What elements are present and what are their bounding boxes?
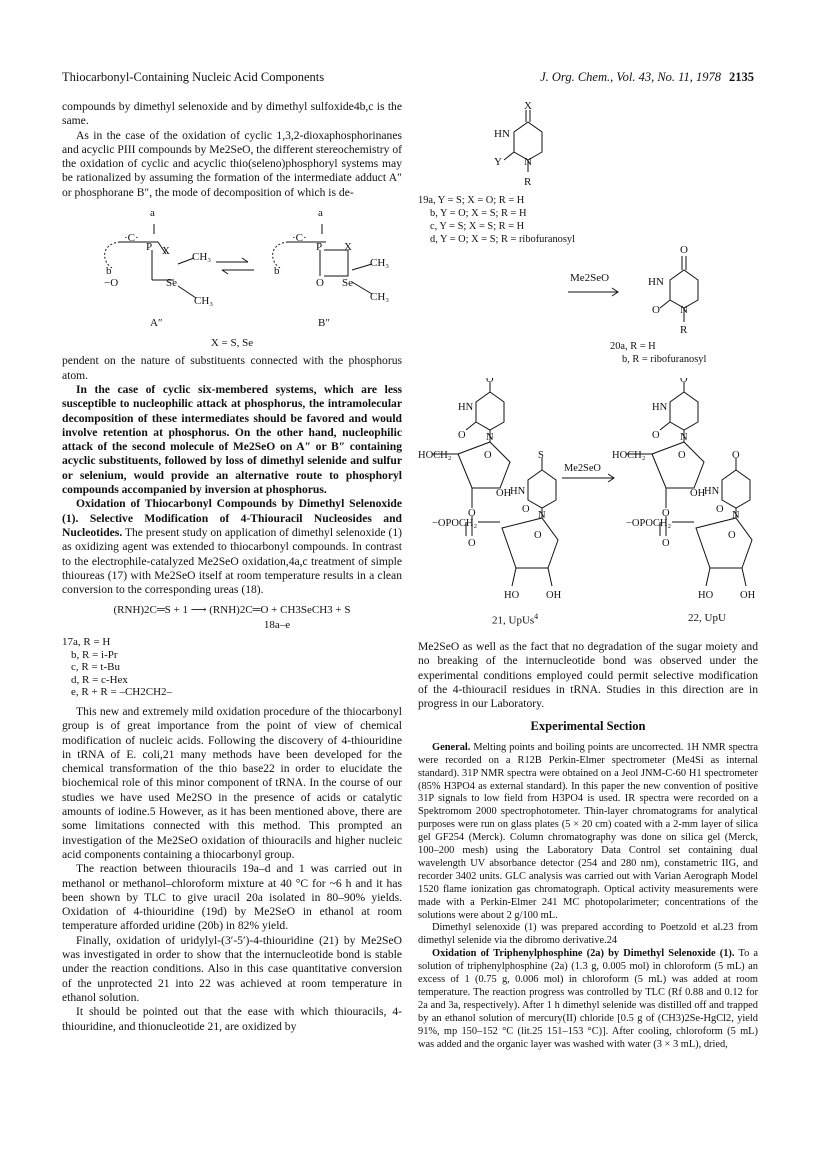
journal-citation bbox=[540, 70, 754, 85]
list-item: c, R = t-Bu bbox=[71, 661, 120, 674]
paragraph: The reaction between thiouracils 19a–d and 1 was carried out in methanol or methanol–chloroform mixture at 40 °C for ~6 h and it has been shown by TLC to give uracil 20a isolated in 80–90% yields. Oxidation of 4-thiouridine (19d) by Me2SeO in ethanol at room temperature afforded uridine (20b) in 82% yield. bbox=[62, 862, 402, 933]
svg-text:N: N bbox=[486, 432, 494, 443]
list-item: d, R = c-Hex bbox=[71, 673, 128, 686]
label-a-right: a bbox=[318, 207, 323, 220]
svg-text:HO: HO bbox=[504, 590, 520, 601]
paragraph: Me2SeO as well as the fact that no degradation of the sugar moiety and no breaking of the internucleotide bond was observed under the experimental conditions employed could permit selective modification of the 4-thiouracil residues in tRNA. Studies in this direction are in progress in our Laboratory. bbox=[418, 640, 758, 711]
paragraph: It should be pointed out that the ease with which thiouracils, 4-thiouridine, and thionucleotide 21, are oxidized by bbox=[62, 1005, 402, 1033]
svg-text:HN: HN bbox=[458, 402, 474, 413]
svg-text:OH: OH bbox=[690, 488, 706, 499]
scheme-intermediates bbox=[62, 204, 402, 336]
svg-text:CH₃: CH₃ bbox=[370, 291, 390, 304]
legend-item: b, Y = O; X = S; R = H bbox=[430, 208, 527, 219]
svg-text:P: P bbox=[146, 241, 153, 254]
paragraph: Dimethyl selenoxide (1) was prepared according to Poetzold et al.23 from dimethyl selenide via the dibromo derivative.24 bbox=[418, 922, 758, 947]
legend-19 bbox=[418, 194, 575, 246]
svg-text:−OPOCH₂: −OPOCH₂ bbox=[432, 518, 478, 529]
thiouracil-structure bbox=[418, 100, 758, 200]
dinucleotide-structures bbox=[418, 378, 758, 610]
svg-text:O: O bbox=[522, 504, 530, 515]
svg-text:Se: Se bbox=[342, 277, 353, 290]
svg-text:CH₃: CH₃ bbox=[194, 295, 214, 308]
uracil-structure bbox=[418, 244, 758, 344]
svg-text:b: b bbox=[106, 265, 112, 278]
compound-list-17 bbox=[62, 636, 402, 699]
paragraph-title: General. bbox=[432, 741, 471, 753]
svg-text:N: N bbox=[538, 510, 546, 521]
page-number: 2135 bbox=[729, 70, 754, 84]
svg-text:O: O bbox=[662, 508, 670, 519]
section-title: Experimental Section bbox=[530, 719, 646, 734]
paragraph-body: The present study on application of dimethyl selenoxide (1) as oxidizing agent was extended to thiocarbonyl compounds. In contrast to the electrophile-catalyzed Me2SeO oxidation,4a,c treatment of simple thioureas (17) with Me2SeO itself at room temperature results in a clean conversion to the corresponding ureas (18). bbox=[62, 525, 402, 597]
paragraph: This new and extremely mild oxidation procedure of the thiocarbonyl group is of great importance from the point of view of chemical modification of nucleic acids. Following the discovery of 4-thiouridine in tRNA of E. coli,21 many methods have been developed for the chemical transformation of the thio base22 in order to elucidate the biochemical role of this minor component of tRNA. In the course of our studies we have used Me2SO in the presence of acids or catalytic amounts of iodine.5 However, as it has been mentioned above, there are some limitations connected with this method. This prompted an investigation of the Me2SeO oxidation of thiouracils and higher nucleic acid components containing a thiocarbonyl group. bbox=[62, 704, 402, 861]
atom-O: O bbox=[680, 244, 688, 256]
scheme-21-22 bbox=[418, 378, 758, 638]
legend-item: 20a, R = H bbox=[610, 341, 656, 352]
atom-HN: HN bbox=[494, 128, 510, 140]
svg-text:HO: HO bbox=[698, 590, 714, 601]
running-head: Thiocarbonyl-Containing Nucleic Acid Components bbox=[62, 70, 325, 84]
paragraph: In the case of cyclic six-membered systems, which are less susceptible to nucleophilic attack at phosphorus, the intramolecular decomposition of these intermediates should be favored and would involve retention at phosphorus. On the other hand, nucleophilic attack of the second molecule of Me2SeO on A″ or B″ containing acyclic substituents, followed by loss of dimethyl selenide and sulfur or selenium, would provide an alternative route to phosphoryl compounds accompanied by inversion at phosphorus. bbox=[62, 382, 402, 497]
svg-text:N: N bbox=[680, 432, 688, 443]
svg-text:HN: HN bbox=[704, 486, 720, 497]
paragraph bbox=[418, 948, 758, 1051]
reagent-label: Me2SeO bbox=[570, 272, 610, 284]
svg-text:O: O bbox=[316, 277, 324, 290]
atom-N: N bbox=[524, 156, 532, 168]
left-column bbox=[62, 100, 402, 1034]
paragraph bbox=[418, 742, 758, 923]
svg-text:HN: HN bbox=[652, 402, 668, 413]
legend-item: c, Y = S; X = S; R = H bbox=[430, 221, 525, 232]
paragraph: pendent on the nature of substituents connected with the phosphorus atom. bbox=[62, 354, 402, 382]
label-B: B″ bbox=[318, 317, 330, 330]
scheme-19 bbox=[418, 100, 758, 245]
svg-text:O: O bbox=[486, 378, 494, 385]
compound-21-text: 21, UpUs bbox=[492, 614, 535, 627]
svg-text:O: O bbox=[468, 538, 476, 549]
atom-X: X bbox=[524, 100, 532, 112]
scheme-20 bbox=[418, 244, 758, 364]
reference: 4 bbox=[534, 612, 539, 621]
atom-Y: Y bbox=[494, 156, 502, 168]
paragraph bbox=[62, 497, 402, 597]
paragraph-body: Melting points and boiling points are uncorrected. 1H NMR spectra were recorded on a R12B Perkin-Elmer spectrometer (Me4Si as internal standard). 31P NMR spectra were obtained on a Jeol JNM-C-60 H1 spectrometer (85% H3PO4 as external standard). In this paper the new convention of positive 31P signals to low field from H3PO4 is used. IR spectra were recorded on a Spektromom 2000 spectrophotometer. Thin-layer chromatograms for analytical purposes were run on glass plates (5 × 20 cm) coated with a 2-mm layer of silica gel GF254 (Merck). Column chromatography was done on silica gel (Merck, 100–200 mesh) using the Laboratory Data Control set containing dual wavelength UV absorbance detector (254 and 280 nm), constametric IIG, and recorder 3402 units. GLC analysis was carried out with Varian Aerograph Model 1520 flame ionization gas chromatograph. Optical activity measurements were made with a Perkin-Elmer 241 MC photopolarimeter; concentrations of the solutions were about 2 g/100 mL. bbox=[418, 741, 758, 921]
legend-20 bbox=[610, 340, 706, 366]
svg-text:−OPOCH₂: −OPOCH₂ bbox=[626, 518, 672, 529]
svg-text:O: O bbox=[728, 530, 736, 541]
journal-ref: J. Org. Chem., Vol. 43, No. 11, 1978 bbox=[540, 70, 721, 84]
reagent-label: Me2SeO bbox=[564, 463, 601, 474]
atom-R: R bbox=[524, 176, 532, 188]
label-a-left: a bbox=[150, 207, 155, 220]
svg-text:OH: OH bbox=[740, 590, 756, 601]
svg-text:b: b bbox=[274, 265, 280, 278]
svg-text:O: O bbox=[484, 450, 492, 461]
svg-text:O: O bbox=[652, 430, 660, 441]
svg-text:X: X bbox=[162, 245, 170, 258]
legend-item: d, Y = O; X = S; R = ribofuranosyl bbox=[430, 234, 575, 245]
svg-text:O: O bbox=[732, 450, 740, 461]
atom-N: N bbox=[680, 304, 688, 316]
svg-text:OH: OH bbox=[546, 590, 562, 601]
compound-label-22: 22, UpU bbox=[688, 612, 726, 624]
svg-text:HOCH₂: HOCH₂ bbox=[612, 450, 646, 461]
equation: (RNH)2C═S + 1 ⟶ (RNH)2C═O + CH3SeCH3 + S bbox=[113, 604, 351, 617]
svg-text:HOCH₂: HOCH₂ bbox=[418, 450, 452, 461]
svg-text:O: O bbox=[662, 538, 670, 549]
svg-text:OH: OH bbox=[496, 488, 512, 499]
scheme-caption: X = S, Se bbox=[210, 337, 254, 350]
legend-item: 19a, Y = S; X = O; R = H bbox=[418, 195, 525, 206]
list-item: 17a, R = H bbox=[62, 636, 111, 649]
svg-text:CH₃: CH₃ bbox=[192, 251, 212, 264]
paragraph-body: To a solution of triphenylphosphine (2a) (1.3 g, 0.005 mol) in chloroform (5 mL) an excess of 1 (0.75 g, 0.006 mol) in chloroform (5 mL) was added at room temperature. The reaction progress was controlled by TLC (Rf 0.88 and 0.12 for 2a and 3a, respectively). After 1 h dimethyl selenide was distilled off and trapped by an ethanol solution of mercury(II) chloride [0.5 g of (CH3)2Se-HgCl2, yield 91%, mp 150–152 °C (lit.25 151–153 °C)]. After cooling, chloroform (5 mL) was added and the organic layer was washed with water (3 × 3 mL), dried, bbox=[418, 948, 759, 1050]
equation-label: 18a–e bbox=[263, 618, 291, 631]
list-item: e, R + R = –CH2CH2– bbox=[71, 686, 173, 699]
svg-text:·C·: ·C· bbox=[124, 232, 139, 245]
paragraph: Finally, oxidation of uridylyl-(3′-5′)-4-thiouridine (21) by Me2SeO was investigated in order to show that the internucleotide bond is stable under the reaction conditions. Also in this case quantitative conversion of the unprotected 21 into 22 was achieved at room temperature in ethanol solution. bbox=[62, 933, 402, 1004]
experimental-section bbox=[418, 742, 758, 1052]
atom-HN: HN bbox=[648, 276, 664, 288]
svg-text:P: P bbox=[316, 241, 323, 254]
paragraph: compounds by dimethyl selenoxide and by dimethyl sulfoxide4b,c is the same. bbox=[62, 100, 402, 128]
svg-text:HN: HN bbox=[510, 486, 526, 497]
svg-text:−O: −O bbox=[104, 277, 119, 290]
svg-text:O: O bbox=[468, 508, 476, 519]
compound-label-21 bbox=[492, 612, 538, 627]
svg-text:CH₃: CH₃ bbox=[370, 257, 390, 270]
svg-text:X: X bbox=[344, 241, 352, 254]
atom-O: O bbox=[652, 304, 660, 316]
paragraph: As in the case of the oxidation of cyclic 1,3,2-dioxaphosphorinanes and acyclic PIII compounds by Me2SeO, the different stereochemistry of the oxidation of cyclic and acyclic thio(seleno)phosphoryl systems may be rationalized by assuming the formation of the intermediate adduct A″ or phosphorane B″, the mode of decomposition of which is de- bbox=[62, 128, 402, 199]
svg-text:O: O bbox=[680, 378, 688, 385]
svg-text:·C·: ·C· bbox=[292, 232, 307, 245]
label-A: A″ bbox=[150, 317, 163, 330]
svg-text:O: O bbox=[534, 530, 542, 541]
svg-text:N: N bbox=[732, 510, 740, 521]
paragraph-title: Oxidation of Thiocarbonyl Compounds by Dimethyl Selenoxide (1). Selective Modification of 4-Thiouracil Nucleosides and Nucleotides. bbox=[62, 497, 402, 539]
svg-text:O: O bbox=[458, 430, 466, 441]
list-item: b, R = i-Pr bbox=[71, 648, 118, 661]
legend-item: b, R = ribofuranosyl bbox=[622, 354, 707, 365]
atom-R: R bbox=[680, 324, 688, 336]
svg-text:O: O bbox=[716, 504, 724, 515]
right-column-text bbox=[418, 640, 758, 1052]
svg-text:S: S bbox=[538, 450, 544, 461]
paragraph-title: Oxidation of Triphenylphosphine (2a) by Dimethyl Selenoxide (1). bbox=[432, 948, 735, 960]
intermediate-structures bbox=[62, 204, 402, 336]
svg-text:Se: Se bbox=[166, 277, 177, 290]
svg-text:O: O bbox=[678, 450, 686, 461]
